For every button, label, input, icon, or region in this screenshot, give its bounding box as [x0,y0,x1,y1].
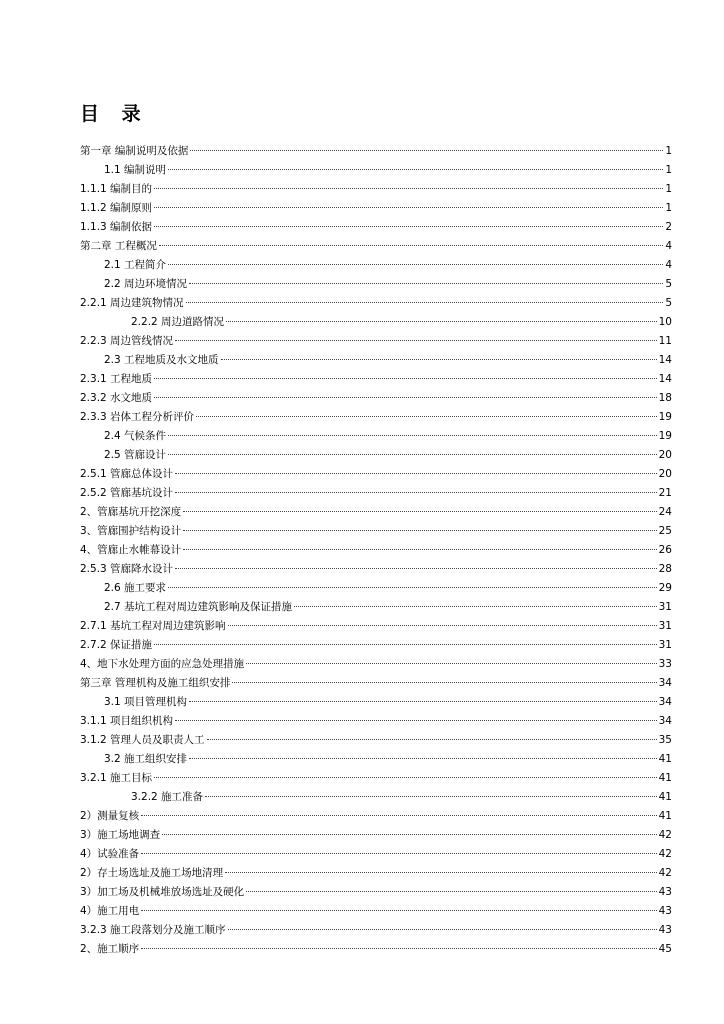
toc-dot-leader [232,682,656,683]
toc-entry[interactable] [80,693,672,712]
toc-entry-page-number: 18 [658,392,672,404]
toc-entry-page-number: 34 [658,677,672,689]
toc-entry[interactable] [80,883,672,902]
toc-dot-leader [154,226,663,227]
toc-entry-label: 3.1.2 管理人员及职责人工 [80,734,205,746]
toc-entry[interactable] [80,541,672,560]
toc-entry-page-number: 10 [658,316,672,328]
toc-entry[interactable] [80,484,672,503]
toc-entry[interactable] [80,180,672,199]
toc-entry-page-number: 20 [658,468,672,480]
toc-entry-label: 2.3 工程地质及水文地质 [104,354,219,366]
toc-entry[interactable] [80,408,672,427]
toc-entry-label: 3.1 项目管理机构 [104,696,188,708]
toc-entry-page-number: 1 [665,164,672,176]
toc-entry-label: 2.5.2 管廊基坑设计 [80,487,174,499]
toc-dot-leader [207,739,657,740]
toc-entry[interactable] [80,142,672,161]
toc-entry-page-number: 31 [658,620,672,632]
toc-entry[interactable] [80,731,672,750]
toc-entry-label: 2、管廊基坑开挖深度 [80,506,182,518]
toc-entry[interactable] [80,332,672,351]
toc-entry-label: 2）测量复核 [80,810,140,822]
toc-dot-leader [221,359,657,360]
toc-dot-leader [190,150,663,151]
toc-dot-leader [175,492,657,493]
toc-entry[interactable] [80,503,672,522]
toc-dot-leader [162,834,656,835]
toc-entry[interactable] [80,275,672,294]
toc-entry-page-number: 42 [658,867,672,879]
toc-entry-page-number: 45 [658,943,672,955]
toc-entry[interactable] [80,427,672,446]
toc-entry-label: 3.2.2 施工准备 [131,791,204,803]
toc-entry[interactable] [80,617,672,636]
toc-entry[interactable] [80,370,672,389]
toc-entry[interactable] [80,446,672,465]
toc-entry-page-number: 33 [658,658,672,670]
toc-entry-label: 2、施工顺序 [80,943,140,955]
toc-entry-label: 2.2.3 周边管线情况 [80,335,174,347]
toc-entry-label: 3）施工场地调查 [80,829,161,841]
toc-dot-leader [159,245,663,246]
toc-entry-label: 3.2.3 施工段落划分及施工顺序 [80,924,226,936]
toc-dot-leader [189,283,663,284]
toc-entry-page-number: 5 [665,278,672,290]
toc-entry[interactable] [80,674,672,693]
toc-entry[interactable] [80,389,672,408]
toc-entry-page-number: 43 [658,886,672,898]
toc-dot-leader [141,910,656,911]
toc-entry-page-number: 35 [658,734,672,746]
toc-entry[interactable] [80,313,672,332]
toc-dot-leader [175,340,657,341]
toc-entry[interactable] [80,218,672,237]
toc-entry[interactable] [80,161,672,180]
toc-entry-page-number: 4 [665,240,672,252]
toc-entry-page-number: 41 [658,753,672,765]
toc-entry-page-number: 14 [658,354,672,366]
toc-entry-label: 2.7 基坑工程对周边建筑影响及保证措施 [104,601,293,613]
toc-entry[interactable] [80,522,672,541]
toc-list [80,142,672,959]
toc-entry[interactable] [80,655,672,674]
toc-dot-leader [154,397,657,398]
toc-entry[interactable] [80,940,672,959]
toc-entry-page-number: 31 [658,601,672,613]
toc-dot-leader [189,758,657,759]
toc-dot-leader [141,948,656,949]
toc-dot-leader [168,454,657,455]
toc-entry-label: 2.7.2 保证措施 [80,639,153,651]
toc-entry-page-number: 28 [658,563,672,575]
toc-entry-page-number: 26 [658,544,672,556]
toc-entry-page-number: 4 [665,259,672,271]
toc-entry-label: 2.2 周边环境情况 [104,278,188,290]
toc-dot-leader [189,701,657,702]
toc-entry-page-number: 41 [658,772,672,784]
toc-entry-label: 2.3.3 岩体工程分析评价 [80,411,195,423]
toc-entry-label: 3.2 施工组织安排 [104,753,188,765]
toc-dot-leader [228,625,657,626]
toc-entry-label: 第三章 管理机构及施工组织安排 [80,677,231,689]
toc-entry[interactable] [80,788,672,807]
toc-entry[interactable] [80,579,672,598]
toc-entry[interactable] [80,845,672,864]
toc-entry[interactable] [80,902,672,921]
toc-dot-leader [228,929,657,930]
toc-entry-page-number: 1 [665,145,672,157]
toc-entry-label: 3.1.1 项目组织机构 [80,715,174,727]
toc-dot-leader [196,416,657,417]
toc-entry[interactable] [80,864,672,883]
toc-dot-leader [175,568,657,569]
toc-entry-page-number: 2 [665,221,672,233]
toc-entry[interactable] [80,465,672,484]
toc-dot-leader [168,435,657,436]
toc-entry-page-number: 19 [658,430,672,442]
toc-dot-leader [175,720,657,721]
toc-entry[interactable] [80,807,672,826]
toc-entry-page-number: 1 [665,183,672,195]
toc-entry-page-number: 5 [665,297,672,309]
toc-entry-label: 2.5.1 管廊总体设计 [80,468,174,480]
toc-dot-leader [246,891,656,892]
toc-entry-page-number: 25 [658,525,672,537]
toc-entry-page-number: 43 [658,924,672,936]
toc-entry-label: 3、管廊围护结构设计 [80,525,182,537]
toc-entry-label: 2.4 气候条件 [104,430,167,442]
toc-dot-leader [141,853,656,854]
toc-entry-page-number: 42 [658,829,672,841]
toc-entry-label: 2.2.1 周边建筑物情况 [80,297,184,309]
toc-entry-page-number: 31 [658,639,672,651]
toc-dot-leader [246,663,656,664]
toc-entry-label: 1.1.1 编制目的 [80,183,153,195]
toc-entry-page-number: 1 [665,202,672,214]
toc-entry[interactable] [80,826,672,845]
toc-entry-label: 4）试验准备 [80,848,140,860]
toc-entry-page-number: 19 [658,411,672,423]
toc-entry-page-number: 20 [658,449,672,461]
toc-entry-page-number: 11 [658,335,672,347]
toc-entry[interactable] [80,636,672,655]
toc-entry-label: 1.1.3 编制依据 [80,221,153,233]
toc-entry-label: 2.6 施工要求 [104,582,167,594]
toc-dot-leader [205,796,657,797]
toc-entry[interactable] [80,199,672,218]
toc-entry[interactable] [80,921,672,940]
toc-dot-leader [183,549,656,550]
toc-dot-leader [154,188,663,189]
toc-dot-leader [226,321,657,322]
toc-dot-leader [225,872,656,873]
toc-entry-label: 2.7.1 基坑工程对周边建筑影响 [80,620,226,632]
toc-entry-page-number: 29 [658,582,672,594]
toc-entry-page-number: 34 [658,696,672,708]
toc-entry-label: 2.5 管廊设计 [104,449,167,461]
toc-entry-label: 1.1 编制说明 [104,164,167,176]
toc-dot-leader [294,606,657,607]
toc-dot-leader [141,815,656,816]
toc-entry-label: 第一章 编制说明及依据 [80,145,189,157]
toc-entry-label: 2.3.1 工程地质 [80,373,153,385]
toc-entry[interactable] [80,256,672,275]
toc-entry-label: 3.2.1 施工目标 [80,772,153,784]
toc-entry[interactable] [80,294,672,313]
toc-dot-leader [186,302,664,303]
toc-entry-page-number: 41 [658,810,672,822]
toc-entry-page-number: 14 [658,373,672,385]
toc-entry-label: 2.5.3 管廊降水设计 [80,563,174,575]
toc-dot-leader [168,587,657,588]
toc-entry-page-number: 24 [658,506,672,518]
toc-dot-leader [183,511,656,512]
toc-entry-label: 2.2.2 周边道路情况 [131,316,225,328]
toc-entry-label: 第二章 工程概况 [80,240,157,252]
toc-entry[interactable] [80,560,672,579]
toc-entry[interactable] [80,769,672,788]
toc-dot-leader [168,169,663,170]
toc-entry-label: 2）存土场选址及施工场地清理 [80,867,224,879]
toc-entry-label: 2.3.2 水文地质 [80,392,153,404]
toc-dot-leader [183,530,656,531]
toc-entry-label: 1.1.2 编制原则 [80,202,153,214]
toc-dot-leader [154,644,657,645]
toc-entry-label: 3）加工场及机械堆放场选址及硬化 [80,886,245,898]
toc-entry[interactable] [80,237,672,256]
toc-entry-page-number: 43 [658,905,672,917]
toc-title: 目 录 [80,103,149,125]
toc-entry-label: 4、地下水处理方面的应急处理措施 [80,658,245,670]
toc-entry-label: 4、管廊止水帷幕设计 [80,544,182,556]
toc-dot-leader [168,264,663,265]
toc-dot-leader [154,207,663,208]
toc-dot-leader [175,473,657,474]
toc-entry[interactable] [80,351,672,370]
toc-dot-leader [154,378,657,379]
toc-entry[interactable] [80,750,672,769]
toc-entry-page-number: 41 [658,791,672,803]
toc-entry-page-number: 21 [658,487,672,499]
toc-entry[interactable] [80,712,672,731]
toc-entry-label: 4）施工用电 [80,905,140,917]
toc-entry-page-number: 42 [658,848,672,860]
toc-entry-page-number: 34 [658,715,672,727]
toc-entry-label: 2.1 工程简介 [104,259,167,271]
toc-dot-leader [154,777,657,778]
toc-entry[interactable] [80,598,672,617]
